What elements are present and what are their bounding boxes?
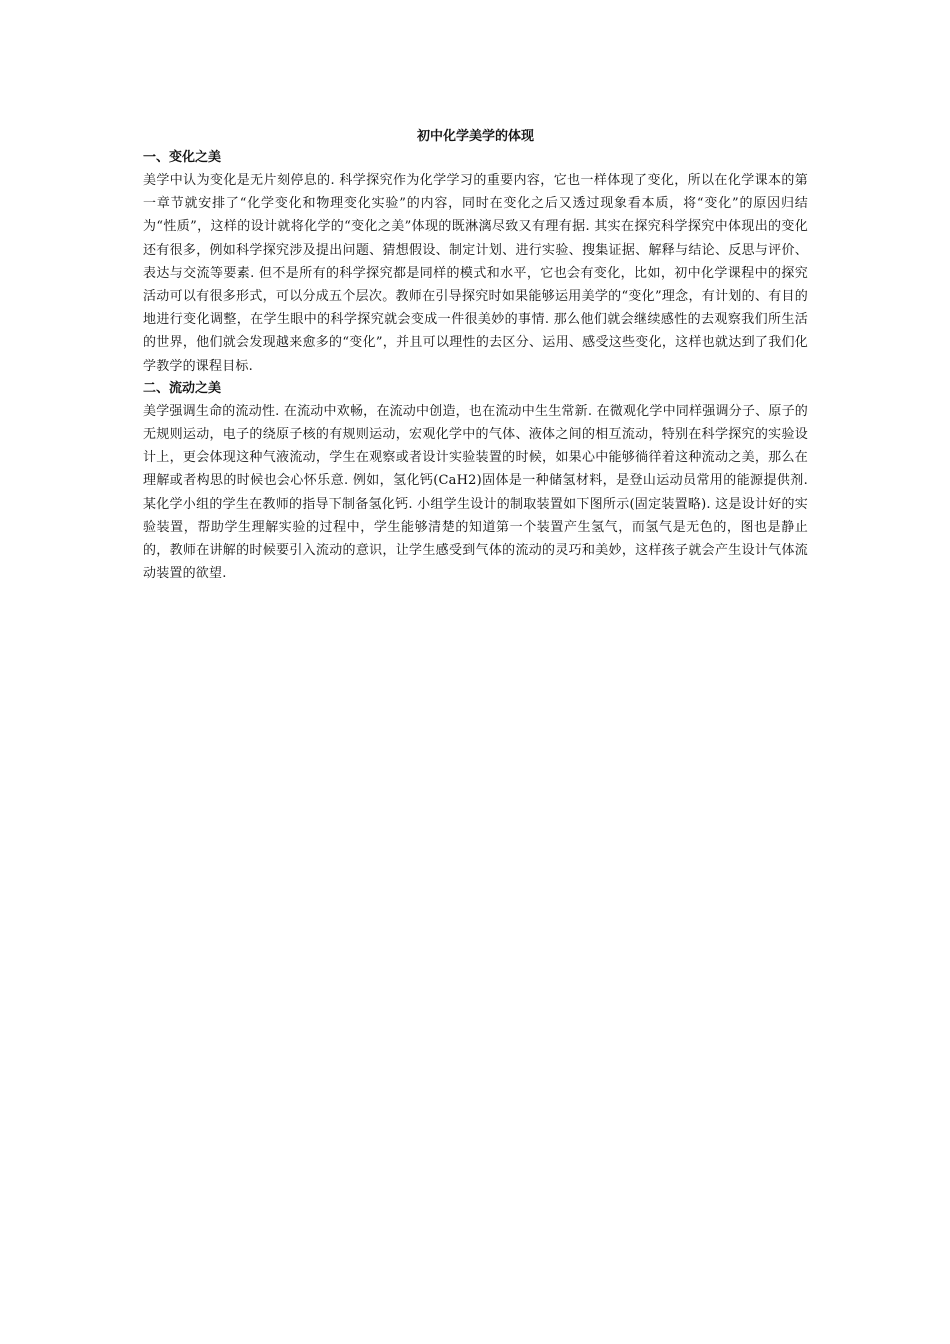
section-body-change: 美学中认为变化是无片刻停息的. 科学探究作为化学学习的重要内容，它也一样体现了变化，所以在化学课本的第一章节就安排了“化学变化和物理变化实验”的内容，同时在变化之后又透过现象看本质，将“变化”的原因归结为“性质”，这样的设计就将化学的“变化之美”体现的既淋漓尽致又有理有据. 其实在探究科学探究中体现出的变化还有很多，例如科学探究涉及提出问题、猜想假设、制定计划、进行实验、搜集证据、解释与结论、反思与评价、表达与交流等要素. 但不是所有的科学探究都是同样的模式和水平，它也会有变化，比如，初中化学课程中的探究活动可以有很多形式，可以分成五个层次。教师在引导探究时如果能够运用美学的“变化”理念，有计划的、有目的地进行变化调整，在学生眼中的科学探究就会变成一件很美妙的事情. 那么他们就会继续感性的去观察我们所生活的世界，他们就会发现越来愈多的“变化”，并且可以理性的去区分、运用、感受这些变化，这样也就达到了我们化学教学的课程目标. bbox=[143, 173, 808, 374]
section-body-flow: 美学强调生命的流动性. 在流动中欢畅，在流动中创造，也在流动中生生常新. 在微观化学中同样强调分子、原子的无规则运动，电子的绕原子核的有规则运动，宏观化学中的气体、液体之间的相互流动，特别在科学探究的实验设计上，更会体现这种气液流动，学生在观察或者设计实验装置的时候，如果心中能够徜徉着这种流动之美，那么在理解或者构思的时候也会心怀乐意. 例如，氢化钙(CaH2)固体是一种储氢材料，是登山运动员常用的能源提供剂. 某化学小组的学生在教师的指导下制备氢化钙. 小组学生设计的制取装置如下图所示(固定装置略). 这是设计好的实验装置，帮助学生理解实验的过程中，学生能够清楚的知道第一个装置产生氢气，而氢气是无色的，图也是静止的，教师在讲解的时候要引入流动的意识，让学生感受到气体的流动的灵巧和美妙，这样孩子就会产生设计气体流动装置的欲望. bbox=[143, 403, 808, 582]
section-heading-flow: 二、流动之美 bbox=[143, 380, 222, 396]
document-page bbox=[143, 127, 808, 585]
document-title: 初中化学美学的体现 bbox=[416, 129, 534, 144]
section-heading-change: 一、变化之美 bbox=[143, 150, 222, 165]
